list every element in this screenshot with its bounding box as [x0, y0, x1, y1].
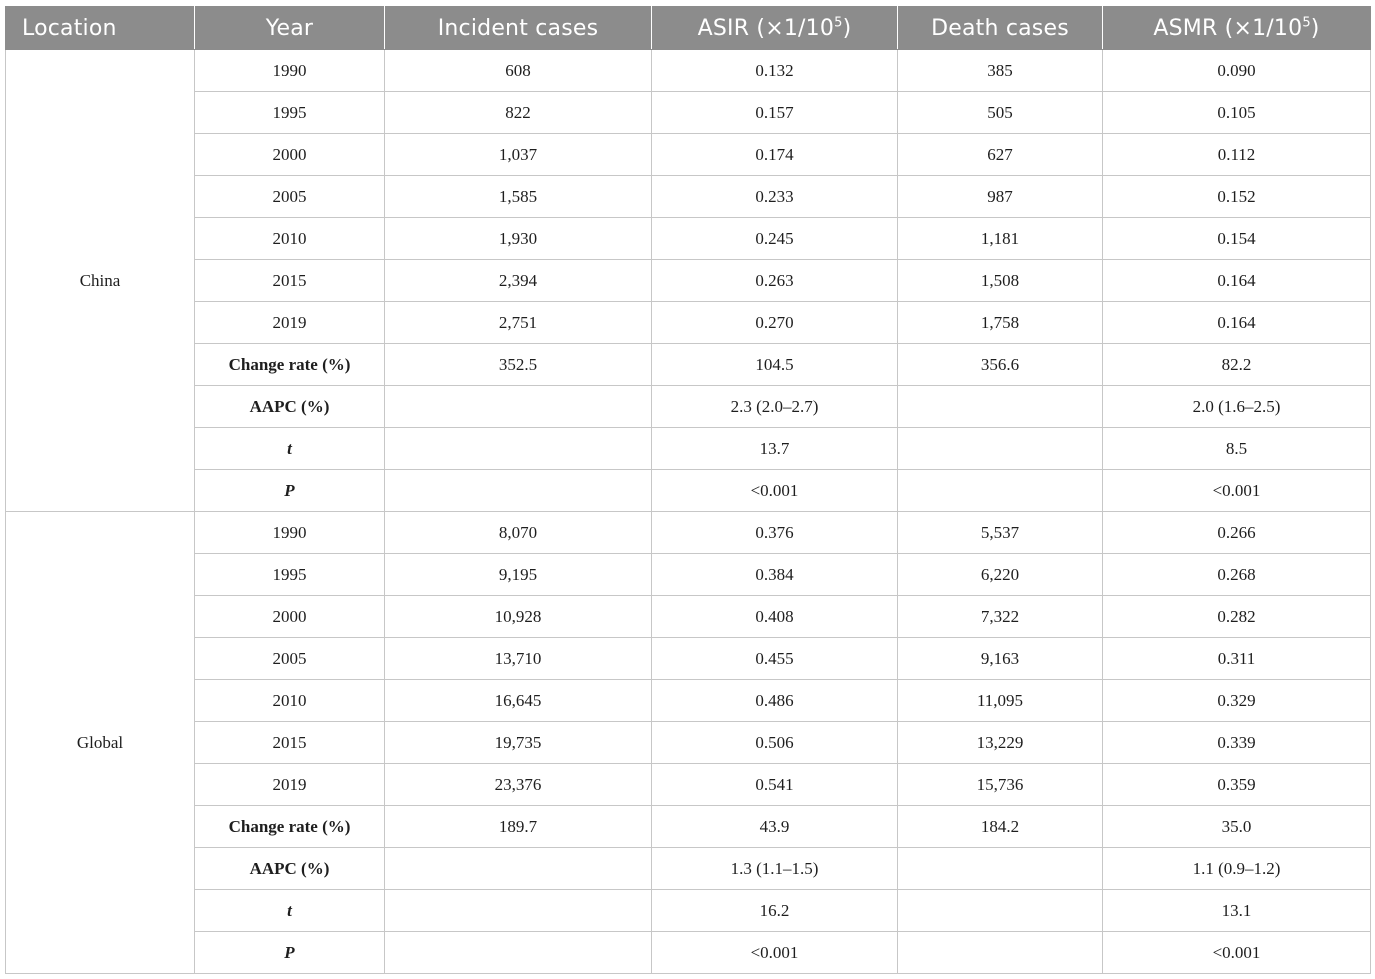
death-cell: 13,229	[898, 722, 1103, 764]
asmr-cell: 0.164	[1103, 302, 1371, 344]
asmr-cell: 0.359	[1103, 764, 1371, 806]
stat-incident-cell	[385, 470, 652, 512]
death-cell: 385	[898, 50, 1103, 92]
asir-cell: 0.157	[652, 92, 898, 134]
stat-death-cell: 184.2	[898, 806, 1103, 848]
year-cell: 2015	[195, 722, 385, 764]
table-row	[6, 764, 1371, 806]
header-asmr	[1103, 7, 1371, 50]
stat-row	[6, 470, 1371, 512]
stat-death-cell: 356.6	[898, 344, 1103, 386]
stat-row	[6, 932, 1371, 974]
table-row	[6, 512, 1371, 554]
stat-label-cell: AAPC (%)	[195, 848, 385, 890]
stat-asmr-cell: 82.2	[1103, 344, 1371, 386]
year-cell: 1990	[195, 512, 385, 554]
header-asir-times: ×	[765, 15, 784, 41]
death-cell: 627	[898, 134, 1103, 176]
stat-asmr-cell: <0.001	[1103, 470, 1371, 512]
death-cell: 7,322	[898, 596, 1103, 638]
table-row	[6, 722, 1371, 764]
death-cell: 9,163	[898, 638, 1103, 680]
stat-asir-cell: 104.5	[652, 344, 898, 386]
stat-label-cell: t	[195, 428, 385, 470]
stat-row	[6, 428, 1371, 470]
death-cell: 505	[898, 92, 1103, 134]
table-row	[6, 134, 1371, 176]
stat-incident-cell	[385, 428, 652, 470]
asir-cell: 0.174	[652, 134, 898, 176]
asir-cell: 0.455	[652, 638, 898, 680]
asir-cell: 0.506	[652, 722, 898, 764]
stat-death-cell	[898, 848, 1103, 890]
incident-cell: 1,930	[385, 218, 652, 260]
asmr-cell: 0.329	[1103, 680, 1371, 722]
incident-cell: 13,710	[385, 638, 652, 680]
stat-asmr-cell: 35.0	[1103, 806, 1371, 848]
table-row	[6, 680, 1371, 722]
incident-cell: 2,394	[385, 260, 652, 302]
stat-row	[6, 806, 1371, 848]
asmr-cell: 0.090	[1103, 50, 1371, 92]
year-cell: 2000	[195, 596, 385, 638]
header-asir-base: 1/10	[783, 15, 835, 41]
stat-asmr-cell: 8.5	[1103, 428, 1371, 470]
table-row	[6, 218, 1371, 260]
table-row	[6, 554, 1371, 596]
header-year: Year	[195, 7, 385, 50]
table-row	[6, 50, 1371, 92]
header-asir-close: )	[842, 15, 852, 41]
year-cell: 1990	[195, 50, 385, 92]
stat-incident-cell	[385, 848, 652, 890]
stat-incident-cell	[385, 890, 652, 932]
header-asmr-base: 1/10	[1252, 15, 1303, 41]
stat-death-cell	[898, 890, 1103, 932]
asmr-cell: 0.105	[1103, 92, 1371, 134]
header-asmr-exponent: 5	[1302, 15, 1311, 31]
asir-cell: 0.233	[652, 176, 898, 218]
stat-row	[6, 848, 1371, 890]
death-cell: 1,758	[898, 302, 1103, 344]
stat-death-cell	[898, 470, 1103, 512]
stat-death-cell	[898, 386, 1103, 428]
stat-asmr-cell: 2.0 (1.6–2.5)	[1103, 386, 1371, 428]
incident-cell: 23,376	[385, 764, 652, 806]
year-cell: 1995	[195, 554, 385, 596]
incident-cell: 1,037	[385, 134, 652, 176]
header-asmr-label: ASMR (	[1153, 15, 1234, 41]
stat-row	[6, 890, 1371, 932]
stat-asmr-cell: 1.1 (0.9–1.2)	[1103, 848, 1371, 890]
stat-asir-cell: 16.2	[652, 890, 898, 932]
incident-cell: 822	[385, 92, 652, 134]
death-cell: 5,537	[898, 512, 1103, 554]
stat-label-cell: P	[195, 470, 385, 512]
asmr-cell: 0.282	[1103, 596, 1371, 638]
asir-cell: 0.541	[652, 764, 898, 806]
incident-cell: 608	[385, 50, 652, 92]
stat-label-cell: P	[195, 932, 385, 974]
year-cell: 2005	[195, 176, 385, 218]
incident-cell: 1,585	[385, 176, 652, 218]
asmr-cell: 0.268	[1103, 554, 1371, 596]
asir-cell: 0.486	[652, 680, 898, 722]
year-cell: 2000	[195, 134, 385, 176]
table-row	[6, 92, 1371, 134]
stat-incident-cell	[385, 932, 652, 974]
header-asir	[652, 7, 898, 50]
table-header	[6, 7, 1371, 50]
asmr-cell: 0.266	[1103, 512, 1371, 554]
stat-asir-cell: 13.7	[652, 428, 898, 470]
stat-label-cell: t	[195, 890, 385, 932]
asmr-cell: 0.339	[1103, 722, 1371, 764]
asir-cell: 0.270	[652, 302, 898, 344]
asmr-cell: 0.152	[1103, 176, 1371, 218]
stat-asmr-cell: 13.1	[1103, 890, 1371, 932]
death-cell: 6,220	[898, 554, 1103, 596]
asmr-cell: 0.311	[1103, 638, 1371, 680]
death-cell: 15,736	[898, 764, 1103, 806]
incident-cell: 8,070	[385, 512, 652, 554]
stat-asir-cell: <0.001	[652, 932, 898, 974]
asir-cell: 0.132	[652, 50, 898, 92]
incident-cell: 10,928	[385, 596, 652, 638]
stat-asir-cell: <0.001	[652, 470, 898, 512]
stat-asmr-cell: <0.001	[1103, 932, 1371, 974]
header-death-cases: Death cases	[898, 7, 1103, 50]
stat-incident-cell: 352.5	[385, 344, 652, 386]
header-asir-label: ASIR (	[697, 15, 766, 41]
stat-incident-cell: 189.7	[385, 806, 652, 848]
incident-cell: 9,195	[385, 554, 652, 596]
header-asmr-close: )	[1310, 15, 1320, 41]
stat-death-cell	[898, 428, 1103, 470]
stat-asir-cell: 2.3 (2.0–2.7)	[652, 386, 898, 428]
header-location: Location	[6, 7, 195, 50]
asir-cell: 0.384	[652, 554, 898, 596]
header-asmr-times: ×	[1233, 15, 1253, 41]
year-cell: 2010	[195, 680, 385, 722]
stat-row	[6, 386, 1371, 428]
year-cell: 2010	[195, 218, 385, 260]
year-cell: 2019	[195, 302, 385, 344]
header-asir-exponent: 5	[834, 15, 843, 31]
death-cell: 987	[898, 176, 1103, 218]
location-cell: China	[6, 50, 195, 512]
table-row	[6, 260, 1371, 302]
year-cell: 2015	[195, 260, 385, 302]
death-cell: 1,508	[898, 260, 1103, 302]
header-incident-cases: Incident cases	[385, 7, 652, 50]
table-row	[6, 302, 1371, 344]
stat-row	[6, 344, 1371, 386]
death-cell: 11,095	[898, 680, 1103, 722]
stat-label-cell: Change rate (%)	[195, 806, 385, 848]
asir-cell: 0.263	[652, 260, 898, 302]
year-cell: 2005	[195, 638, 385, 680]
incident-cell: 2,751	[385, 302, 652, 344]
stat-label-cell: AAPC (%)	[195, 386, 385, 428]
stat-asir-cell: 1.3 (1.1–1.5)	[652, 848, 898, 890]
table-row	[6, 638, 1371, 680]
asmr-cell: 0.164	[1103, 260, 1371, 302]
asir-cell: 0.376	[652, 512, 898, 554]
asir-cell: 0.408	[652, 596, 898, 638]
incidence-mortality-table	[5, 6, 1371, 974]
header-row	[6, 7, 1371, 50]
asmr-cell: 0.112	[1103, 134, 1371, 176]
year-cell: 2019	[195, 764, 385, 806]
death-cell: 1,181	[898, 218, 1103, 260]
table-body	[6, 50, 1371, 974]
stat-asir-cell: 43.9	[652, 806, 898, 848]
incident-cell: 19,735	[385, 722, 652, 764]
stat-death-cell	[898, 932, 1103, 974]
asir-cell: 0.245	[652, 218, 898, 260]
year-cell: 1995	[195, 92, 385, 134]
table-row	[6, 176, 1371, 218]
table-row	[6, 596, 1371, 638]
incident-cell: 16,645	[385, 680, 652, 722]
asmr-cell: 0.154	[1103, 218, 1371, 260]
stat-label-cell: Change rate (%)	[195, 344, 385, 386]
location-cell: Global	[6, 512, 195, 974]
stat-incident-cell	[385, 386, 652, 428]
